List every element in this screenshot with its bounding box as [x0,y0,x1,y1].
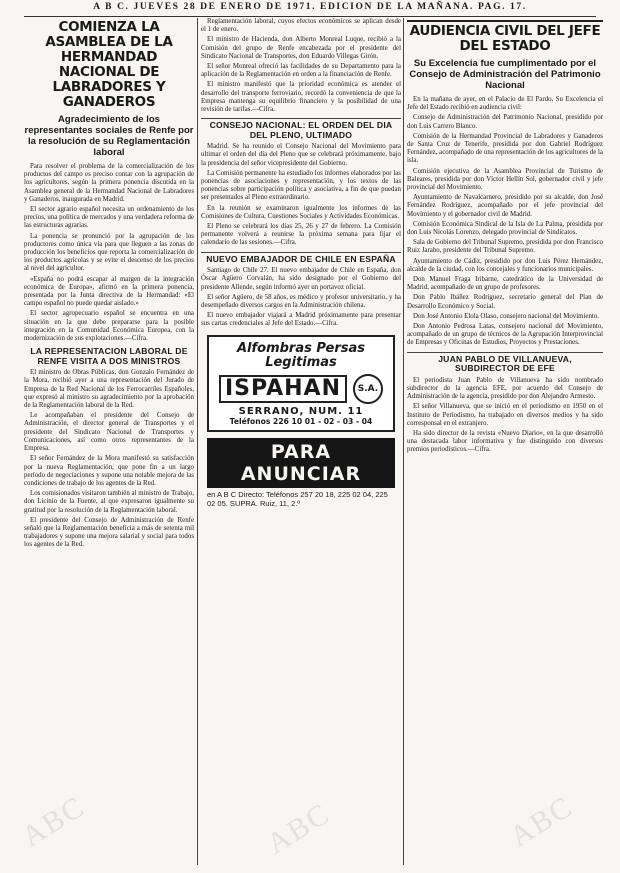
ad-ispahan-seal-icon: S.A. [353,374,383,404]
article-paragraph: En la mañana de ayer, en el Palacio de El Pardo, Su Excelencia el Jefe del Estado recibió en audiencia civil: [407,96,603,112]
section-head-chile: NUEVO EMBAJADOR DE CHILE EN ESPAÑA [201,252,401,265]
column-rule [197,18,198,865]
article-paragraph: El señor Monreal ofreció las facilidades de su Departamento para la aplicación de la Reglamentación en orden a la financiación de Renfe. [201,63,401,79]
ad-ispahan-brand: ISPAHAN [219,375,347,403]
article-paragraph: Don José Antonio Elola Olaso, consejero nacional del Movimiento. [413,312,600,320]
abc-watermark: ABC [504,789,580,854]
abc-watermark: ABC [261,796,337,861]
column-right [407,18,603,867]
ad-ispahan-line1: Alfombras Persas [236,340,366,356]
article-paragraph: «España no podrá escapar al margen de la integración económica de Europa», afirmó en la primera ponencia, presentada por la Junta directiva de la Hermandad: «El campo español no puede quedar aislado.» [24,275,194,308]
section-head-efe: JUAN PABLO DE VILLANUEVA, SUBDIRECTOR DE EFE [407,352,603,374]
article-paragraph: Reglamentación laboral, cuyos efectos económicos se aplican desde el 1 de enero. [201,18,401,34]
article-paragraph: Don Pablo Ibáñez Rodríguez, secretario general del Plan de Desarrollo Económico y Social. [407,294,603,310]
ad-ispahan-address: SERRANO, NUM. 11 [238,405,364,417]
subhead-patrimonio: Su Excelencia fue cumplimentado por el Consejo de Administración del Patrimonio Nacional [409,58,601,91]
headline-hermandad: COMIENZA LA ASAMBLEA DE LA HERMANDAD NACIONAL DE LABRADORES Y GANADEROS [45,19,173,110]
article-paragraph: El sector agropecuario español se encuentra en una situación en la que debe prepararse para la posible integración en la Comunidad Económica Europea, con la modernización de sus explotaciones.—Cifra. [24,310,194,343]
article-paragraph: Ha sido director de la revista «Nuevo Diario», en la que desarrolló una destacada labor informativa y fue distinguido con diversos premios periodísticos.—Cifra. [407,429,603,454]
article-paragraph: El señor Agüero, de 58 años, es médico y profesor universitario, y ha desempeñado diversos cargos en la Administración chilena. [201,293,401,309]
article-paragraph: La Comisión permanente ha estudiado los informes elaborados por las ponencias de asociaciones y representación, y los textos de las ponencias sobre participación política y asociativa, a fin de que puedan ser presentados al Pleno extraordinario. [201,169,401,202]
article-paragraph: El señor Villanueva, que se inició en el periodismo en 1950 en el Instituto de Periodismo, ha trabajado en diversos medios y ha sido corresponsal en el extranjero. [407,403,603,427]
article-paragraph: El sector agrario español necesita un ordenamiento de los precios, una política de mercados y una verdadera reforma de las estructuras agrarias. [24,206,194,230]
article-paragraph: El ministro manifestó que la prioridad económica es atender el desarrollo del transporte ferroviario, recordó la conveniencia de que la Empresa mantenga su equilibrio financiero y la posibilidad de una revisión de tarifas.—Cifra. [201,81,401,114]
article-paragraph: Los comisionados visitaron también al ministro de Trabajo, don Licinio de la Fuente, al que expresaron igualmente su gratitud por la resolución de la Reglamentación laboral. [24,490,194,514]
subhead-renfe: Agradecimiento de los representantes sociales de Renfe por la resolución de su Reglamentación laboral [24,114,194,158]
ad-para-anunciar-headline: PARA ANUNCIAR [207,438,395,488]
section-head-consejo: CONSEJO NACIONAL: EL ORDEN DEL DIA DEL PLENO, ULTIMADO [201,118,401,140]
ad-ispahan-brand-row [213,374,389,404]
ad-para-anunciar-info: en A B C Directo: Teléfonos 257 20 18, 225 02 04, 225 02 05. SUPRA. Ruiz, 11, 2.º [207,489,388,508]
article-paragraph: El periodista Juan Pablo de Villanueva ha sido nombrado subdirector de la agencia EFE, por acuerdo del Consejo de Administración de la agencia, presidido por don Alejandro Armesto. [407,376,603,401]
article-paragraph: El ministro de Hacienda, don Alberto Monreal Luque, recibió a la Comisión del grupo de Renfe encabezada por el presidente del Sindicato Nacional de Transportes, don Eduardo Villegas Girón. [201,36,401,60]
article-paragraph: La ponencia se pronunció por la agrupación de los productores como única vía para que lleguen a las zonas de producción los beneficios que reporta la comercialización de los productos agrícolas y se evite el descenso de los precios al nivel del agricultor. [24,232,194,273]
column-middle [201,18,401,867]
article-paragraph: Don Manuel Fraga Iribarne, catedrático de la Universidad de Madrid, acompañado de un grupo de profesores. [407,276,603,292]
article-paragraph: Comisión de la Hermandad Provincial de Labradores y Ganaderos de Santa Cruz de Tenerife, presidida por don Gabriel Rodríguez Fernández, acompañado de una representación de los agricultores de la isla. [407,132,603,165]
section-head-renfe: LA REPRESENTACION LABORAL DE RENFE VISITA A DOS MINISTROS [30,346,188,366]
article-paragraph: Comisión Económica Sindical de la Isla de La Palma, presidida por don Luis Nicolás Lorenzo, delegado provincial de Sindicatos. [407,220,603,237]
ad-para-anunciar [207,438,395,508]
article-paragraph: El ministro de Obras Públicas, don Gonzalo Fernández de la Mora, recibió ayer a una representación del Jurado de Empresa de la Red Nacional de los Ferrocarriles Españoles, que expresó al ministro su agradecimiento por la aprobación de la Reglamentación laboral de la Red. [24,369,194,410]
article-paragraph: Santiago de Chile 27. El nuevo embajador de Chile en España, don Óscar Agüero Corvalán, ha sido designado por el Gobierno del presidente Allende, según informó ayer un portavoz oficial. [201,267,401,291]
article-paragraph: En la reunión se examinaron igualmente los informes de las Comisiones de Cultura, Cuestiones Sociales y Actividades Económicas. [201,204,401,220]
article-paragraph: Comisión ejecutiva de la Asamblea Provincial de Turismo de Baleares, presidida por don Víctor Hellín Sol, gobernador civil y jefe provincial del Movimiento. [407,167,603,192]
article-paragraph: Ayuntamiento de Cádiz, presidido por don Luis Pérez Hernández, alcalde de la ciudad, con los concejales y funcionarios municipales. [407,257,603,273]
article-paragraph: Para resolver el problema de la comercialización de los productos del campo es preciso contar con la agrupación de los agricultores, según la primera ponencia discutida en la Asamblea general de la Hermandad Nacional de Labradores y Ganaderos, inaugurada en Madrid. [24,163,194,203]
article-paragraph: Don Antonio Pedrosa Latas, consejero nacional del Movimiento, acompañado de un grupo de técnicos de la Agrupación Interprovincial de Empresas y Oficinas de Estudios, Proyectos y Prestaciones. [407,323,603,347]
article-paragraph: Le acompañaban el presidente del Consejo de Administración, el director general de Transportes y el presidente del Sindicato Nacional de Transportes y Comunicaciones, así como otros representantes de la Empresa. [24,412,194,453]
article-paragraph: Sala de Gobierno del Tribunal Supremo, presidida por don Francisco Ruiz Jarabo, presidente del Tribunal Supremo. [407,239,603,255]
column-rule [403,18,404,865]
abc-watermark: ABC [16,789,92,854]
article-paragraph: Consejo de Administración del Patrimonio Nacional, presidido por don Luis Carrero Blanco. [407,114,603,130]
ad-ispahan [207,335,395,432]
ad-ispahan-phones: Teléfonos 226 10 01 - 02 - 03 - 04 [229,416,373,426]
column-left [24,18,194,867]
article-paragraph: El Pleno se celebrará los días 25, 26 y 27 de febrero. La Comisión permanente volverá a reunirse la próxima semana para fijar el calendario de las sesiones.—Cifra. [201,223,401,247]
article-paragraph: El nuevo embajador viajará a Madrid próximamente para presentar sus cartas credenciales al Jefe del Estado.—Cifra. [201,312,401,328]
article-paragraph: El presidente del Consejo de Administración de Renfe señaló que la Reglamentación beneficia a más de setenta mil trabajadores y supone una mejora salarial y social para todos los agentes de la Red. [24,516,194,549]
ad-ispahan-line2: Legitimas [265,354,337,370]
article-paragraph: Ayuntamiento de Navalcarnero, presidido por su alcalde, don José Fernández Rodríguez, acompañado por el jefe provincial del Movimiento y el gobernador civil de Madrid. [407,194,603,218]
masthead: A B C. JUEVES 28 DE ENERO DE 1971. EDICION DE LA MAÑANA. PAG. 17. [24,2,596,17]
article-paragraph: El señor Fernández de la Mora manifestó su satisfacción por la nueva Reglamentación, que pone fin a un largo período de negociaciones y supone una notable mejora de las condiciones de trabajo de los agentes de la Red. [24,455,194,487]
article-paragraph: Madrid. Se ha reunido el Consejo Nacional del Movimiento para ultimar el orden del día del Pleno que se celebrará próximamente, bajo la presidencia del señor vicepresidente del Gobierno. [201,143,401,167]
headline-audiencia: AUDIENCIA CIVIL DEL JEFE DEL ESTADO [407,20,603,54]
